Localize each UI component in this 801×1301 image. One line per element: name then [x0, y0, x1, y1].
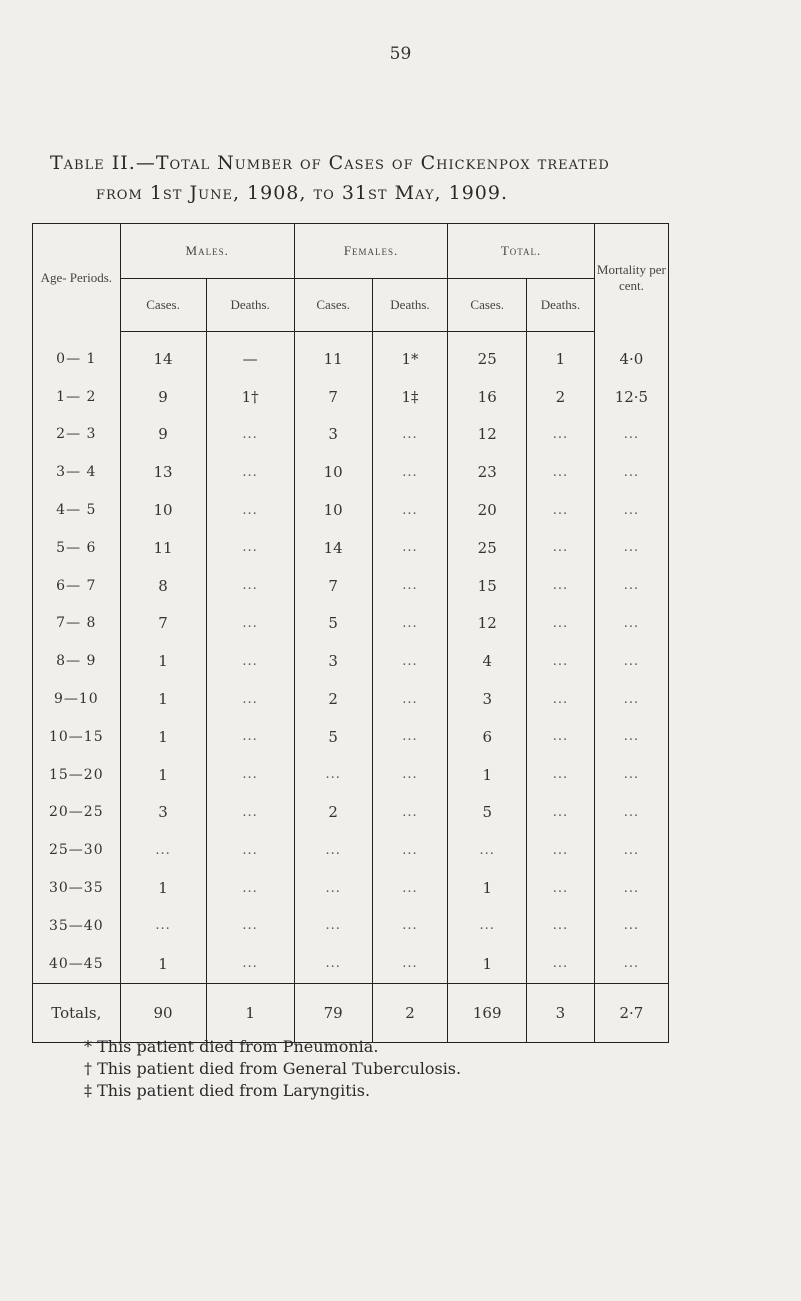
- mortality-cell: 4·0: [594, 332, 668, 378]
- header-mortality: Mortality per cent.: [594, 224, 668, 332]
- female-cases-cell: 2: [294, 680, 372, 718]
- male-deaths-cell: ...: [206, 718, 294, 756]
- male-cases-cell: 7: [120, 605, 206, 643]
- total-deaths-cell: ...: [527, 529, 595, 567]
- total-deaths-cell: ...: [527, 869, 595, 907]
- male-cases-cell: 14: [120, 332, 206, 378]
- total-deaths-cell: ...: [527, 680, 595, 718]
- male-cases-cell: 1: [120, 756, 206, 794]
- table-row: [33, 718, 669, 756]
- total-deaths-cell: ...: [527, 756, 595, 794]
- female-deaths-cell: ...: [372, 605, 448, 643]
- female-deaths-cell: ...: [372, 529, 448, 567]
- female-cases-cell: 3: [294, 642, 372, 680]
- female-deaths-cell: ...: [372, 794, 448, 832]
- female-deaths-cell: ...: [372, 491, 448, 529]
- male-cases-cell: 9: [120, 416, 206, 454]
- mortality-cell: ...: [594, 756, 668, 794]
- mortality-cell: ...: [594, 567, 668, 605]
- age-cell: 3— 4: [33, 453, 121, 491]
- female-deaths-cell: ...: [372, 756, 448, 794]
- mortality-cell: ...: [594, 416, 668, 454]
- total-cases-cell: 5: [448, 794, 527, 832]
- total-cases-cell: 15: [448, 567, 527, 605]
- male-deaths-cell: 1†: [206, 378, 294, 416]
- female-cases-cell: 10: [294, 453, 372, 491]
- header-male-deaths: Deaths.: [206, 279, 294, 332]
- age-cell: 40—45: [33, 945, 121, 983]
- totals-male-cases-cell: 90: [120, 983, 206, 1042]
- female-cases-cell: ...: [294, 869, 372, 907]
- mortality-cell: ...: [594, 794, 668, 832]
- total-cases-cell: 4: [448, 642, 527, 680]
- male-deaths-cell: ...: [206, 907, 294, 945]
- total-cases-cell: 23: [448, 453, 527, 491]
- age-cell: 4— 5: [33, 491, 121, 529]
- female-deaths-cell: ...: [372, 945, 448, 983]
- table-row: [33, 680, 669, 718]
- page-number: 59: [389, 44, 412, 64]
- male-cases-cell: 13: [120, 453, 206, 491]
- header-females: Females.: [294, 224, 448, 279]
- female-cases-cell: 14: [294, 529, 372, 567]
- title-line-1: Table II.—Total Number of Cases of Chickenpox treated: [50, 152, 610, 174]
- female-deaths-cell: ...: [372, 831, 448, 869]
- male-cases-cell: 1: [120, 869, 206, 907]
- table-row: [33, 567, 669, 605]
- mortality-cell: ...: [594, 869, 668, 907]
- male-deaths-cell: ...: [206, 605, 294, 643]
- total-deaths-cell: ...: [527, 718, 595, 756]
- male-deaths-cell: ...: [206, 869, 294, 907]
- total-deaths-cell: ...: [527, 567, 595, 605]
- table-row: [33, 416, 669, 454]
- age-cell: 2— 3: [33, 416, 121, 454]
- total-cases-cell: 20: [448, 491, 527, 529]
- total-cases-cell: 25: [448, 332, 527, 378]
- title-line-2: from 1st June, 1908, to 31st May, 1909.: [96, 182, 509, 204]
- male-cases-cell: 1: [120, 945, 206, 983]
- chickenpox-table: [32, 223, 669, 1043]
- age-cell: 35—40: [33, 907, 121, 945]
- total-deaths-cell: ...: [527, 794, 595, 832]
- total-cases-cell: 6: [448, 718, 527, 756]
- totals-total-cases-cell: 169: [448, 983, 527, 1042]
- female-cases-cell: 2: [294, 794, 372, 832]
- male-deaths-cell: ...: [206, 529, 294, 567]
- male-deaths-cell: ...: [206, 756, 294, 794]
- header-males: Males.: [120, 224, 294, 279]
- male-deaths-cell: ...: [206, 831, 294, 869]
- female-deaths-cell: ...: [372, 869, 448, 907]
- table-row: [33, 831, 669, 869]
- mortality-cell: ...: [594, 491, 668, 529]
- mortality-cell: 12·5: [594, 378, 668, 416]
- female-deaths-cell: ...: [372, 907, 448, 945]
- mortality-cell: ...: [594, 605, 668, 643]
- female-deaths-cell: 1*: [372, 332, 448, 378]
- male-deaths-cell: ...: [206, 794, 294, 832]
- totals-female-cases-cell: 79: [294, 983, 372, 1042]
- total-cases-cell: 16: [448, 378, 527, 416]
- table-title: [50, 148, 770, 208]
- age-cell: 10—15: [33, 718, 121, 756]
- table-row: [33, 491, 669, 529]
- female-cases-cell: 11: [294, 332, 372, 378]
- age-cell: 6— 7: [33, 567, 121, 605]
- male-cases-cell: ...: [120, 831, 206, 869]
- header-total-cases: Cases.: [448, 279, 527, 332]
- header-total-deaths: Deaths.: [527, 279, 595, 332]
- male-cases-cell: 3: [120, 794, 206, 832]
- mortality-cell: ...: [594, 642, 668, 680]
- female-cases-cell: 5: [294, 605, 372, 643]
- total-cases-cell: 1: [448, 945, 527, 983]
- female-cases-cell: ...: [294, 831, 372, 869]
- age-cell: 25—30: [33, 831, 121, 869]
- footnote-pneumonia: * This patient died from Pneumonia.: [84, 1037, 379, 1056]
- table-row: [33, 332, 669, 378]
- table-row: [33, 453, 669, 491]
- age-cell: 20—25: [33, 794, 121, 832]
- mortality-cell: ...: [594, 907, 668, 945]
- age-cell: 0— 1: [33, 332, 121, 378]
- male-cases-cell: 1: [120, 718, 206, 756]
- header-male-cases: Cases.: [120, 279, 206, 332]
- age-cell: 30—35: [33, 869, 121, 907]
- total-deaths-cell: ...: [527, 605, 595, 643]
- male-deaths-cell: —: [206, 332, 294, 378]
- female-deaths-cell: ...: [372, 718, 448, 756]
- female-deaths-cell: ...: [372, 453, 448, 491]
- female-cases-cell: ...: [294, 907, 372, 945]
- total-cases-cell: ...: [448, 831, 527, 869]
- female-deaths-cell: 1‡: [372, 378, 448, 416]
- male-cases-cell: 11: [120, 529, 206, 567]
- mortality-cell: ...: [594, 453, 668, 491]
- female-cases-cell: ...: [294, 756, 372, 794]
- footnotes: [84, 1036, 461, 1102]
- header-female-deaths: Deaths.: [372, 279, 448, 332]
- header-age-periods: Age- Periods.: [33, 224, 121, 332]
- table-row: [33, 642, 669, 680]
- male-deaths-cell: ...: [206, 453, 294, 491]
- total-deaths-cell: 2: [527, 378, 595, 416]
- female-cases-cell: 5: [294, 718, 372, 756]
- total-deaths-cell: ...: [527, 453, 595, 491]
- footnote-tuberculosis: † This patient died from General Tuberculosis.: [84, 1059, 462, 1078]
- male-deaths-cell: ...: [206, 642, 294, 680]
- mortality-cell: ...: [594, 831, 668, 869]
- male-cases-cell: 9: [120, 378, 206, 416]
- total-cases-cell: 12: [448, 605, 527, 643]
- total-cases-cell: 3: [448, 680, 527, 718]
- male-cases-cell: 1: [120, 680, 206, 718]
- total-cases-cell: 12: [448, 416, 527, 454]
- age-cell: 5— 6: [33, 529, 121, 567]
- table-row: [33, 869, 669, 907]
- total-cases-cell: ...: [448, 907, 527, 945]
- age-cell: 1— 2: [33, 378, 121, 416]
- female-cases-cell: 10: [294, 491, 372, 529]
- female-deaths-cell: ...: [372, 416, 448, 454]
- totals-male-deaths-cell: 1: [206, 983, 294, 1042]
- total-cases-cell: 25: [448, 529, 527, 567]
- totals-mortality-cell: 2·7: [594, 983, 668, 1042]
- table-row: [33, 756, 669, 794]
- age-cell: 7— 8: [33, 605, 121, 643]
- male-cases-cell: ...: [120, 907, 206, 945]
- mortality-cell: ...: [594, 529, 668, 567]
- total-deaths-cell: ...: [527, 416, 595, 454]
- mortality-cell: ...: [594, 718, 668, 756]
- male-deaths-cell: ...: [206, 491, 294, 529]
- age-cell: 9—10: [33, 680, 121, 718]
- total-deaths-cell: ...: [527, 831, 595, 869]
- table-row: [33, 945, 669, 983]
- total-cases-cell: 1: [448, 756, 527, 794]
- table-row: [33, 605, 669, 643]
- age-cell: 8— 9: [33, 642, 121, 680]
- header-female-cases: Cases.: [294, 279, 372, 332]
- total-deaths-cell: ...: [527, 642, 595, 680]
- female-cases-cell: 7: [294, 567, 372, 605]
- male-deaths-cell: ...: [206, 416, 294, 454]
- female-deaths-cell: ...: [372, 642, 448, 680]
- male-deaths-cell: ...: [206, 945, 294, 983]
- female-deaths-cell: ...: [372, 680, 448, 718]
- totals-row: [33, 983, 669, 1042]
- footnote-laryngitis: ‡ This patient died from Laryngitis.: [84, 1081, 371, 1100]
- male-cases-cell: 10: [120, 491, 206, 529]
- header-total: Total.: [448, 224, 594, 279]
- male-deaths-cell: ...: [206, 680, 294, 718]
- female-cases-cell: 3: [294, 416, 372, 454]
- mortality-cell: ...: [594, 680, 668, 718]
- female-cases-cell: 7: [294, 378, 372, 416]
- male-deaths-cell: ...: [206, 567, 294, 605]
- total-deaths-cell: ...: [527, 491, 595, 529]
- table-row: [33, 378, 669, 416]
- total-deaths-cell: 1: [527, 332, 595, 378]
- totals-female-deaths-cell: 2: [372, 983, 448, 1042]
- male-cases-cell: 8: [120, 567, 206, 605]
- table-row: [33, 794, 669, 832]
- total-deaths-cell: ...: [527, 945, 595, 983]
- totals-total-deaths-cell: 3: [527, 983, 595, 1042]
- female-deaths-cell: ...: [372, 567, 448, 605]
- totals-label: Totals,: [33, 983, 121, 1042]
- age-cell: 15—20: [33, 756, 121, 794]
- male-cases-cell: 1: [120, 642, 206, 680]
- mortality-cell: ...: [594, 945, 668, 983]
- total-deaths-cell: ...: [527, 907, 595, 945]
- total-cases-cell: 1: [448, 869, 527, 907]
- female-cases-cell: ...: [294, 945, 372, 983]
- table-row: [33, 907, 669, 945]
- table-row: [33, 529, 669, 567]
